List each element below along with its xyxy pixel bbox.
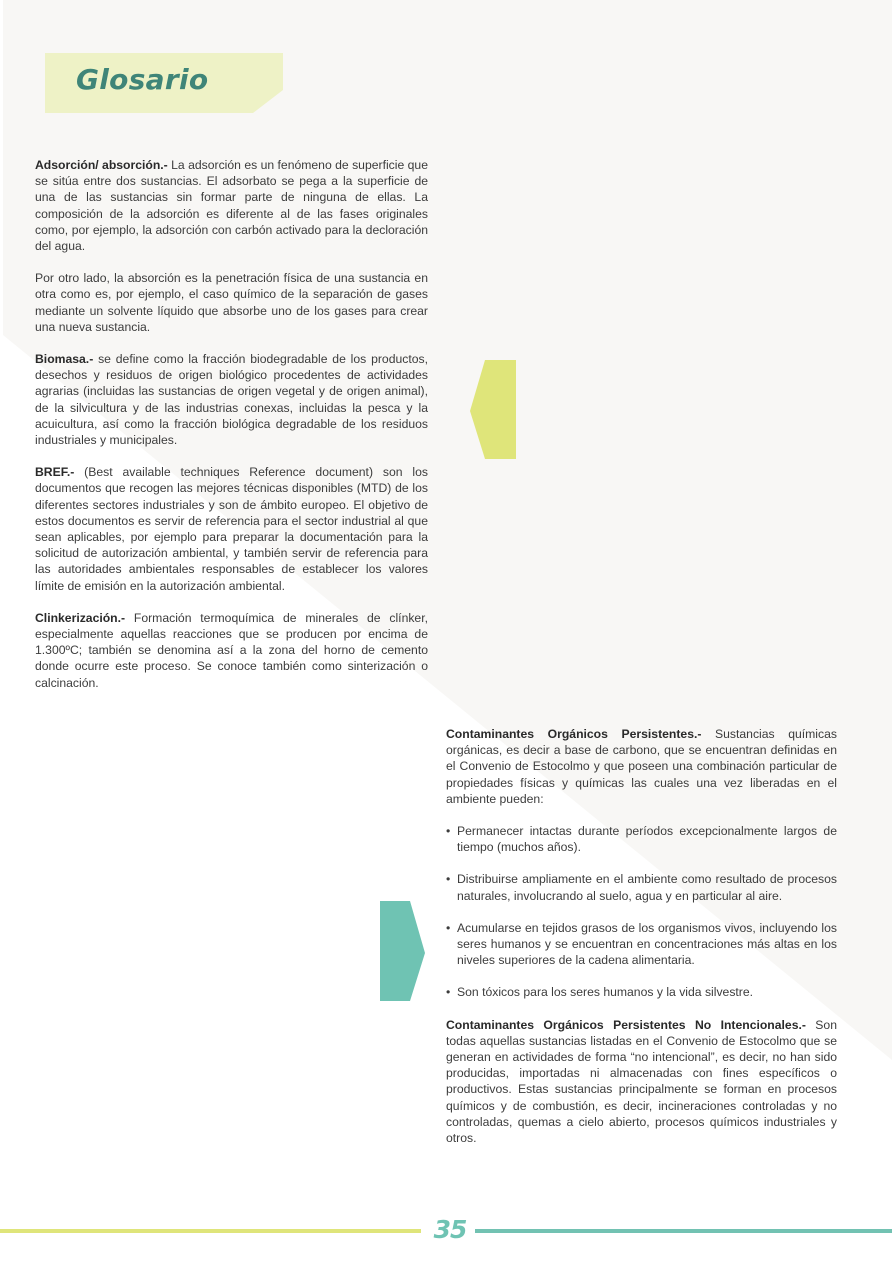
- list-item: • Distribuirse ampliamente en el ambiente como resultado de procesos naturales, involucrando al suelo, agua y en particular al aire.: [446, 872, 837, 903]
- page-number: 35: [433, 1215, 467, 1244]
- right-column: [446, 726, 837, 1162]
- teal-arrow-right-icon: [380, 901, 425, 1001]
- bullet-icon: •: [446, 824, 451, 839]
- glossary-term: Biomasa.-: [35, 352, 94, 367]
- list-item: • Son tóxicos para los seres humanos y la vida silvestre.: [446, 985, 754, 1000]
- glossary-entry-copni: [446, 1017, 837, 1147]
- left-column: [35, 157, 428, 707]
- list-item: • Permanecer intactas durante períodos excepcionalmente largos de tiempo (muchos años).: [446, 824, 837, 855]
- glossary-entry-absorcion-paragraph: [35, 270, 428, 335]
- title-banner: [45, 53, 283, 113]
- glossary-entry-clinkerizacion: [35, 610, 428, 691]
- glossary-entry-adsorcion: [35, 157, 428, 254]
- glossary-definition: (Best available techniques Reference document) son los documentos que recogen las mejores técnicas disponibles (MTD) de los diferentes sectores industriales y son de ámbito europeo. El objetivo de estos documentos es servir de referencia para el sector industrial al que sean aplicables, por ejemplo para preparar la documentación para la solicitud de autorización ambiental, y también servir de referencia para las autoridades ambientales responsables de establecer los valores límite de emisión en la autorización ambiental.: [35, 465, 428, 593]
- glossary-entry-biomasa: [35, 351, 428, 448]
- glossary-term: Contaminantes Orgánicos Persistentes No Intencionales.-: [446, 1017, 806, 1032]
- lime-arrow-left-icon: [470, 360, 516, 459]
- glossary-entry-cop: [446, 726, 837, 807]
- footer-line-teal: [475, 1229, 892, 1233]
- page-title: Glosario: [76, 63, 209, 96]
- glossary-definition: Son todas aquellas sustancias listadas en el Convenio de Estocolmo que se generan en actividades de forma “no intencional”, es decir, no han sido producidas, importadas ni almacenadas con fines específicos o productivos. Estas sustancias principalmente se forman en procesos químicos y de combustión, es decir, incineraciones controladas y no controladas, quemas a cielo abierto, procesos químicos industriales y otros.: [446, 1017, 837, 1146]
- glossary-definition: Sustancias químicas orgánicas, es decir a base de carbono, que se encuentran definidas en el Convenio de Estocolmo y que poseen una combinación particular de propiedades físicas y químicas las cuales una vez liberadas en el ambiente pueden:: [446, 727, 837, 806]
- cop-properties-list: [446, 823, 837, 1001]
- glossary-definition: Formación termoquímica de minerales de clínker, especialmente aquellas reacciones que se producen por encima de 1.300ºC; también se denomina así a la zona del horno de cemento donde ocurre este proceso. Se conoce también como sinterización o calcinación.: [35, 610, 428, 690]
- glossary-entry-bref: [35, 464, 428, 594]
- glossary-term: Adsorción/ absorción.-: [35, 158, 168, 172]
- list-item: • Acumularse en tejidos grasos de los organismos vivos, incluyendo los seres humanos y se encuentran en concentraciones más altas en los niveles superiores de la cadena alimentaria.: [446, 920, 837, 968]
- glossary-term: Contaminantes Orgánicos Persistentes.-: [446, 727, 702, 741]
- bullet-icon: •: [446, 920, 451, 935]
- glossary-term: BREF.-: [35, 465, 75, 480]
- footer-line-lime: [0, 1229, 421, 1233]
- bullet-icon: •: [446, 985, 451, 1000]
- glossary-definition: La adsorción es un fenómeno de superficie que se sitúa entre dos sustancias. El adsorbato se pega a la superficie de una de las sustancias sin formar parte de ninguna de ellas. La composición de la adsorción es diferente al de las fases originales como, por ejemplo, la adsorción con carbón activado para la decloración del agua.: [35, 158, 428, 254]
- glossary-definition: Por otro lado, la absorción es la penetración física de una sustancia en otra como es, por ejemplo, el caso químico de la separación de gases mediante un solvente líquido que absorbe uno de los gases para crear una nueva sustancia.: [35, 271, 428, 334]
- bullet-icon: •: [446, 872, 451, 887]
- glossary-definition: se define como la fracción biodegradable de los productos, desechos y residuos de origen biológico procedentes de actividades agrarias (incluidas las sustancias de origen vegetal y de origen animal), de la silvicultura y de las industrias conexas, incluidas la pesca y la acuicultura, así como la fracción biológica degradable de los residuos industriales y municipales.: [35, 352, 428, 448]
- glossary-term: Clinkerización.-: [35, 610, 126, 625]
